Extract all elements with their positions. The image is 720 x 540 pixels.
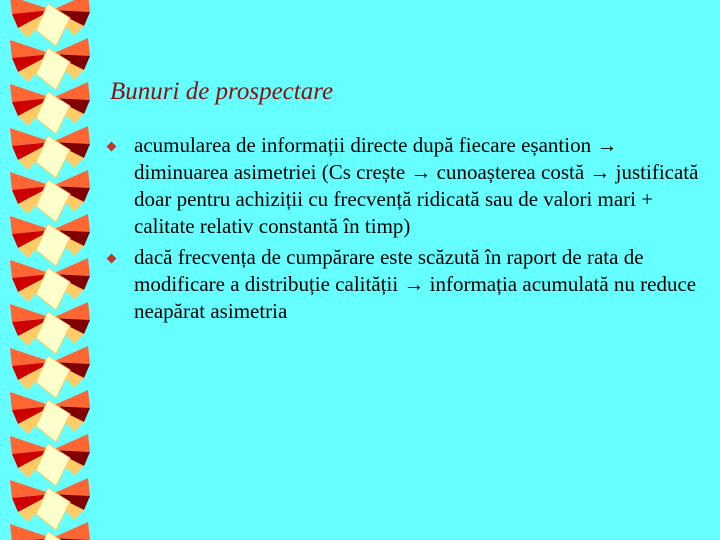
pinwheel-segment (10, 38, 90, 90)
bullet-item (108, 132, 708, 240)
diamond-bullet-icon (107, 142, 117, 152)
pinwheel-segment (10, 126, 90, 178)
pinwheel-segment (10, 82, 90, 134)
bullet-text: acumularea de informații directe după fiecare eșantion → diminuarea asimetriei (Cs crește → cunoașterea costă → justificată doar pentru achiziții cu frecvență ridicată sau de valori mari + calitate relativ constantă în timp) (134, 133, 699, 238)
bullet-text: dacă frecvența de cumpărare este scăzută în raport de rata de modificare a distribuție calității → informația acumulată nu reduce neapărat asimetria (134, 245, 697, 323)
pinwheel-segment (10, 258, 90, 310)
diamond-bullet-icon (107, 254, 117, 264)
pinwheel-segment (10, 302, 90, 354)
decorative-pinwheel-border (0, 0, 110, 540)
pinwheel-segment (10, 0, 90, 46)
pinwheel-segment (10, 434, 90, 486)
slide-title: Bunuri de prospectare (110, 78, 334, 105)
pinwheel-segment (10, 170, 90, 222)
bullet-item (108, 244, 708, 325)
pinwheel-segment (10, 390, 90, 442)
pinwheel-segment (10, 214, 90, 266)
pinwheel-segment (10, 478, 90, 530)
pinwheel-segment (10, 346, 90, 398)
bullet-list (108, 132, 708, 329)
